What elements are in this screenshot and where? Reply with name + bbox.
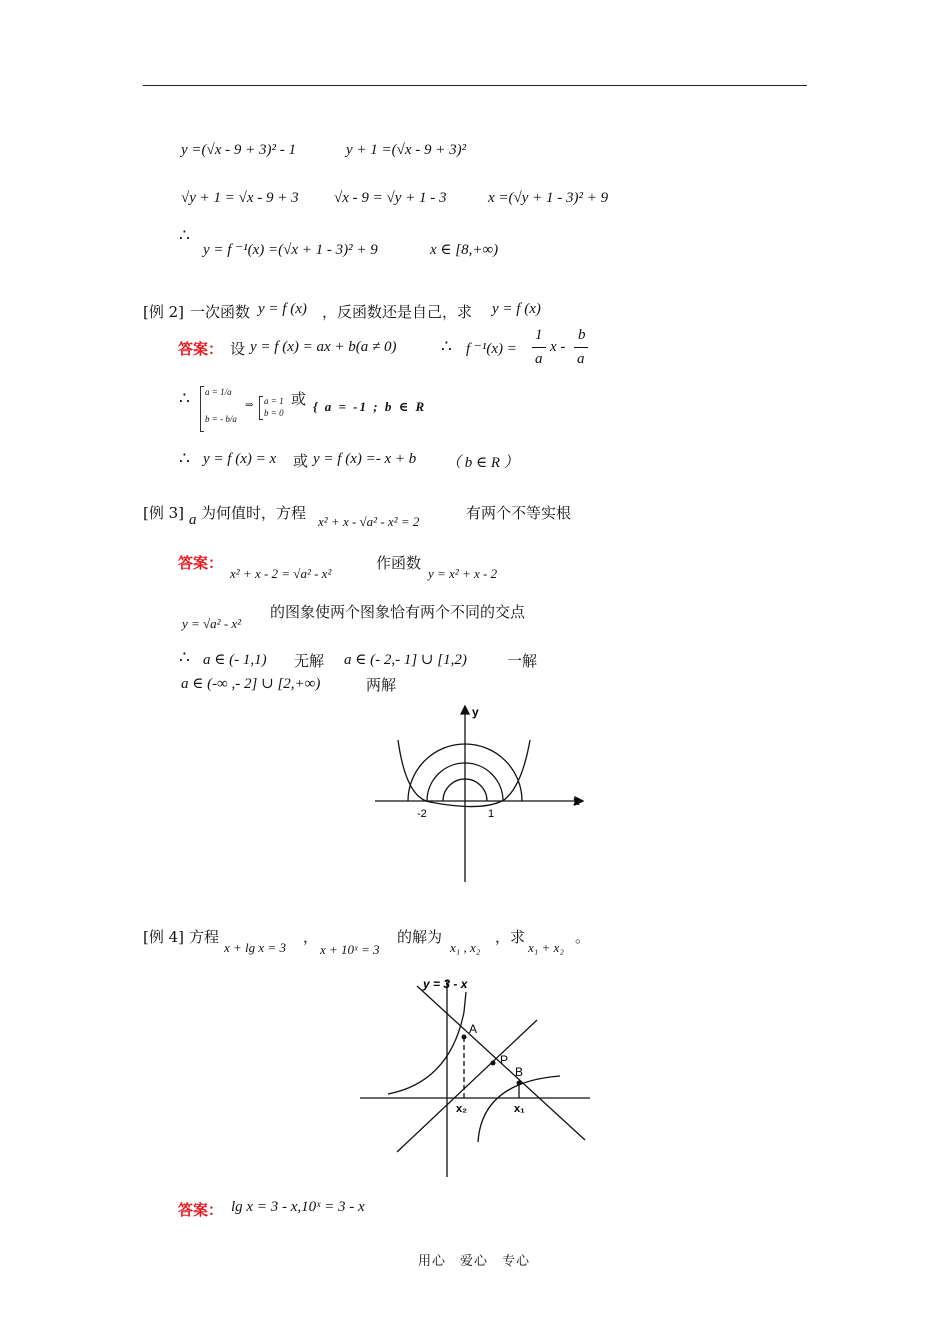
example2-question-math2: y = f (x) — [492, 301, 541, 317]
example2-answer-math1: y = f (x) = ax + b(a ≠ 0) — [250, 339, 397, 355]
example3-answer-label: 答案： — [178, 554, 224, 572]
frac2-numerator: b — [578, 327, 586, 343]
example4-answer-math: lg x = 3 - x,10ˣ = 3 - x — [231, 1199, 365, 1215]
page-footer: 用心 爱心 专心 — [418, 1254, 531, 1269]
therefore-symbol: ∴ — [179, 226, 190, 246]
frac1-bar — [532, 347, 546, 348]
derivation-line2a: √y + 1 = √x - 9 + 3 — [181, 190, 299, 206]
header-rule — [143, 85, 807, 86]
graph2-curve-10x — [388, 992, 466, 1094]
system-right-eq1: a = 1 — [264, 396, 284, 406]
example4-target: x₁ + x₂ — [528, 940, 564, 955]
graph2-label-p: P — [500, 1053, 509, 1067]
system-right-brace — [259, 396, 263, 420]
result-condition: （ b ∈ R ） — [446, 455, 519, 471]
example3-result-math1: a ∈ (- 1,1) — [203, 652, 267, 668]
graph1-parabola — [398, 740, 530, 807]
example3-result-math2: a ∈ (- 2,- 1] ∪ [1,2) — [344, 652, 467, 668]
example4-answer-label: 答案： — [178, 1201, 224, 1219]
graph1-tick-neg2: -2 — [417, 808, 427, 820]
example2-label: [例 2] — [143, 303, 185, 321]
example3-answer-text1: 作函数 — [376, 554, 422, 572]
system-arrow: ⇒ — [245, 400, 254, 411]
example4-eq1: x + lg x = 3 — [224, 940, 286, 955]
example4-graph — [355, 972, 595, 1182]
example4-text1: 方程 — [189, 928, 220, 946]
result-therefore: ∴ — [179, 449, 190, 469]
example4-text3: ，求 — [495, 928, 526, 946]
derivation-line2c: x =(√y + 1 - 3)² + 9 — [488, 190, 609, 206]
graph1-x-label: x — [573, 794, 580, 808]
graph2-label-a: A — [469, 1022, 478, 1036]
example3-label: [例 3] — [143, 504, 185, 522]
system-left-eq1: a = 1/a — [205, 387, 232, 397]
derivation-line3b: x ∈ [8,+∞) — [430, 242, 499, 258]
example2-answer-text1: 设 — [230, 340, 246, 358]
example4-solutions: x₁ , x₂ — [450, 940, 481, 955]
example2-question-text: 一次函数 — [190, 303, 251, 321]
frac2-denominator: a — [577, 351, 585, 367]
example3-answer-math2: y = x² + x - 2 — [428, 566, 498, 581]
graph2-line-label: y = 3 - x — [423, 977, 468, 991]
example3-graph — [370, 700, 585, 885]
example3-result-text3: 两解 — [366, 676, 397, 694]
example3-var: a — [189, 512, 197, 528]
graph1-y-arrow — [461, 706, 469, 714]
example2-answer-math2: f ⁻¹(x) = — [466, 341, 517, 357]
system-left-eq2: b = - b/a — [205, 414, 237, 424]
system-or: 或 — [291, 390, 307, 408]
example2-answer-therefore: ∴ — [441, 337, 452, 357]
example4-period: 。 — [575, 928, 591, 946]
result-math1: y = f (x) = x — [203, 451, 277, 467]
frac2-bar — [574, 347, 588, 348]
graph2-label-x1: x₁ — [514, 1103, 525, 1115]
graph2-label-b: B — [515, 1065, 524, 1079]
derivation-line3a: y = f ⁻¹(x) =(√x + 1 - 3)² + 9 — [203, 242, 378, 258]
system-alternative: { a = -1 ; b ∈ R — [313, 399, 427, 414]
example2-question-text2: ，反函数还是自己，求 — [322, 303, 473, 321]
graph1-y-label: y — [472, 705, 479, 719]
example4-comma: ， — [303, 928, 319, 946]
example2-question-math1: y = f (x) — [258, 301, 307, 317]
derivation-line2b: √x - 9 = √y + 1 - 3 — [334, 190, 447, 206]
result-math2: y = f (x) =- x + b — [313, 451, 417, 467]
example3-result-math3: a ∈ (-∞ ,- 2] ∪ [2,+∞) — [181, 676, 321, 692]
example3-text2: 有两个不等实根 — [466, 504, 572, 522]
example3-result-text1: 无解 — [294, 652, 325, 670]
example4-text2: 的解为 — [397, 928, 443, 946]
example3-result-therefore: ∴ — [179, 648, 190, 668]
frac1-numerator: 1 — [535, 327, 543, 343]
graph1-tick-1: 1 — [488, 808, 495, 820]
graph2-point-b — [517, 1081, 522, 1086]
result-or: 或 — [293, 452, 309, 470]
example3-equation: x² + x - √a² - x² = 2 — [318, 514, 420, 529]
graph2-point-a — [462, 1035, 467, 1040]
graph2-label-x2: x₂ — [456, 1103, 468, 1115]
example3-answer-math1: x² + x - 2 = √a² - x² — [230, 566, 332, 581]
example4-eq2: x + 10ˣ = 3 — [320, 942, 380, 957]
example3-answer-math3: y = √a² - x² — [182, 616, 242, 631]
example3-text1: 为何值时，方程 — [201, 504, 307, 522]
frac1-denominator: a — [535, 351, 543, 367]
example3-answer-text2: 的图象使两个图象恰有两个不同的交点 — [270, 603, 526, 621]
system-therefore: ∴ — [179, 389, 190, 409]
derivation-line1a: y =(√x - 9 + 3)² - 1 — [181, 142, 297, 158]
example2-answer-label: 答案： — [178, 340, 224, 358]
derivation-line1b: y + 1 =(√x - 9 + 3)² — [346, 142, 467, 158]
example4-label: [例 4] — [143, 928, 185, 946]
system-left-brace — [200, 386, 204, 432]
example3-result-text2: 一解 — [507, 652, 538, 670]
system-right-eq2: b = 0 — [264, 408, 284, 418]
graph2-point-p — [491, 1061, 496, 1066]
example2-answer-math3: x - — [550, 339, 566, 355]
